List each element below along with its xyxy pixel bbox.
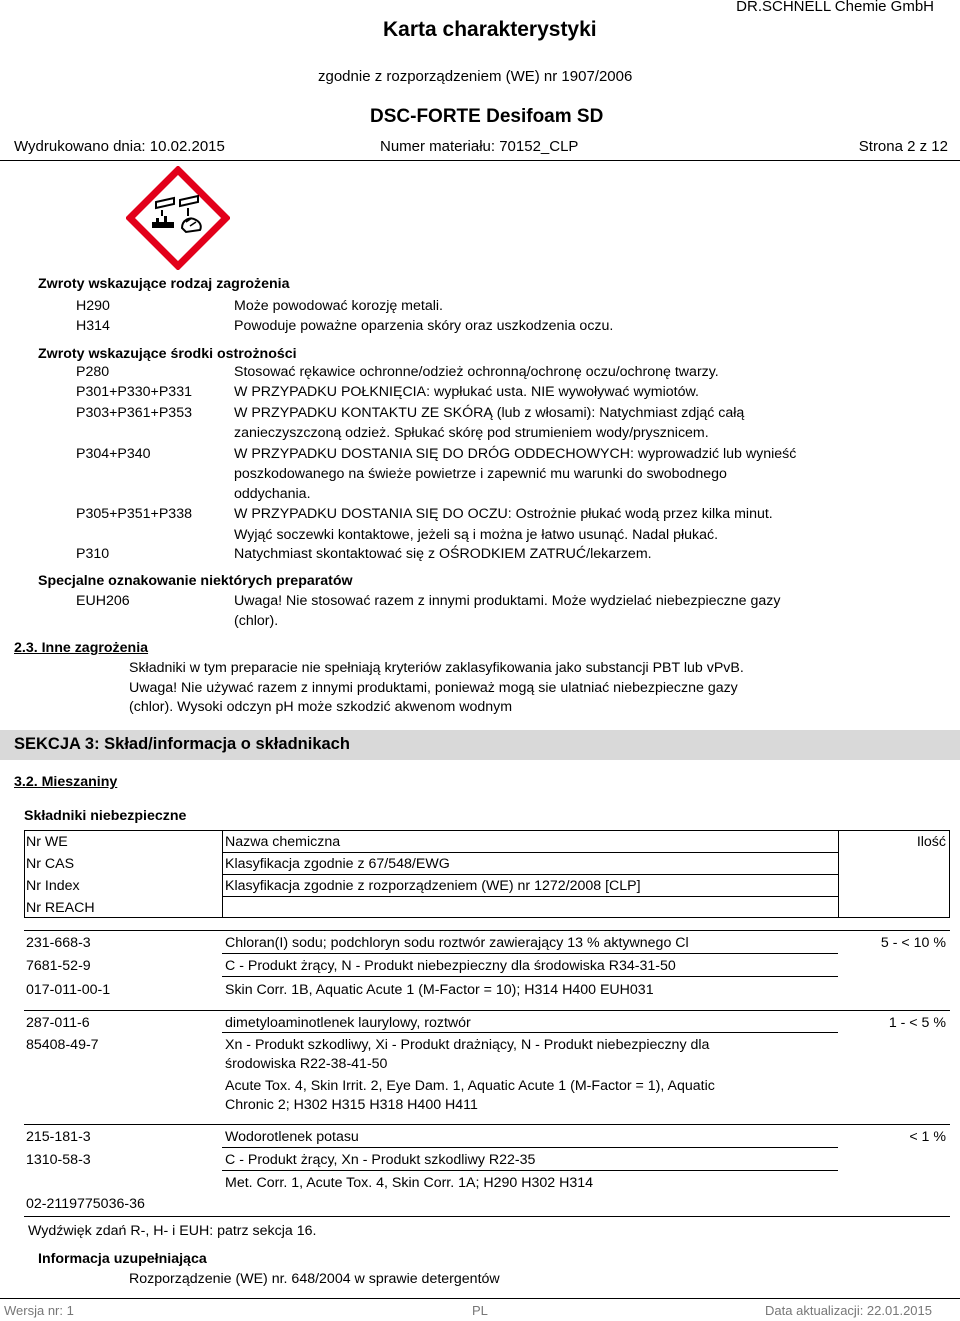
row-clp: Acute Tox. 4, Skin Irrit. 2, Eye Dam. 1, Aquatic Acute 1 (M-Factor = 1), Aquatic — [225, 1078, 715, 1094]
precaution-code: P304+P340 — [76, 446, 151, 462]
row-id: 1310-58-3 — [26, 1152, 91, 1168]
row-id: 85408-49-7 — [26, 1037, 99, 1053]
special-text: (chlor). — [234, 613, 279, 629]
table-title: Składniki niebezpieczne — [24, 808, 187, 824]
update-date: Data aktualizacji: 22.01.2015 — [765, 1303, 932, 1318]
header-divider — [0, 160, 960, 161]
precaution-text: W PRZYPADKU POŁKNIĘCIA: wypłukać usta. NIE wywoływać wymiotów. — [234, 384, 699, 400]
section-title: SEKCJA 3: Skład/informacja o składnikach — [14, 735, 350, 753]
row-amount: < 1 % — [909, 1129, 946, 1145]
document-title: Karta charakterystyki — [383, 18, 597, 41]
col-header-index: Nr Index — [26, 878, 80, 894]
row-amount: 1 - < 5 % — [888, 1015, 946, 1031]
table-header-divider — [222, 874, 838, 875]
precaution-text: Wyjąć soczewki kontaktowe, jeżeli są i można je łatwo usunąć. Nadal płukać. — [234, 527, 719, 543]
row-clp: Met. Corr. 1, Acute Tox. 4, Skin Corr. 1A; H290 H302 H314 — [225, 1175, 594, 1191]
col-header-ec: Nr WE — [26, 834, 68, 850]
col-header-clp: Klasyfikacja zgodnie z rozporządzeniem (WE) nr 1272/2008 [CLP] — [225, 878, 641, 894]
row-name: dimetyloaminotlenek laurylowy, roztwór — [225, 1015, 471, 1031]
supplementary-text: Rozporządzenie (WE) nr. 648/2004 w sprawie detergentów — [129, 1271, 500, 1287]
table-header-divider — [222, 852, 838, 853]
other-hazards-heading: 2.3. Inne zagrożenia — [14, 640, 149, 656]
print-date: Wydrukowano dnia: 10.02.2015 — [14, 138, 225, 155]
table-header-divider — [222, 896, 838, 897]
row-inner-divider — [222, 1032, 838, 1033]
precaution-text: oddychania. — [234, 486, 311, 502]
precaution-heading: Zwroty wskazujące środki ostrożności — [38, 346, 297, 362]
hazard-code: H290 — [76, 298, 110, 314]
row-dsd: środowiska R22-38-41-50 — [225, 1056, 388, 1072]
precaution-text: Natychmiast skontaktować się z OŚRODKIEM ZATRUĆ/lekarzem. — [234, 546, 652, 562]
row-separator — [24, 1124, 950, 1125]
row-name: Chloran(I) sodu; podchloryn sodu roztwór zawierający 13 % aktywnego Cl — [225, 935, 689, 951]
product-name: DSC-FORTE Desifoam SD — [370, 106, 604, 127]
row-dsd: C - Produkt żrący, Xn - Produkt szkodliwy R22-35 — [225, 1152, 536, 1168]
corrosive-ghs05-icon — [126, 166, 230, 270]
row-separator — [24, 1010, 950, 1011]
row-clp: Chronic 2; H302 H315 H318 H400 H411 — [225, 1097, 478, 1113]
other-hazards-text: Uwaga! Nie używać razem z innymi produktami, ponieważ mogą sie ulatniać niebezpieczne gazy — [129, 680, 738, 696]
row-dsd: Xn - Produkt szkodliwy, Xi - Produkt drażniący, N - Produkt niebezpieczny dla — [225, 1037, 710, 1053]
footer-divider — [0, 1298, 960, 1299]
precaution-code: P280 — [76, 364, 110, 380]
precaution-code: P305+P351+P338 — [76, 506, 192, 522]
row-id: 231-668-3 — [26, 935, 91, 951]
precaution-text: W PRZYPADKU DOSTANIA SIĘ DO DRÓG ODDECHOWYCH: wyprowadzić lub wynieść — [234, 446, 797, 462]
company-name: DR.SCHNELL Chemie GmbH — [736, 0, 934, 15]
row-inner-divider — [222, 976, 838, 977]
col-header-reach: Nr REACH — [26, 900, 95, 916]
row-name: Wodorotlenek potasu — [225, 1129, 359, 1145]
row-id: 017-011-00-1 — [26, 982, 111, 998]
col-header-dsd: Klasyfikacja zgodnie z 67/548/EWG — [225, 856, 450, 872]
hazard-text: Może powodować korozję metali. — [234, 298, 443, 314]
special-heading: Specjalne oznakowanie niektórych preparatów — [38, 573, 353, 589]
hazard-code: H314 — [76, 318, 110, 334]
precaution-code: P301+P330+P331 — [76, 384, 192, 400]
other-hazards-text: Składniki w tym preparacie nie spełniają kryteriów zaklasyfikowania jako substancji PBT lub vPvB. — [129, 660, 744, 676]
other-hazards-text: (chlor). Wysoki odczyn pH może szkodzić akwenom wodnym — [129, 699, 513, 715]
row-inner-divider — [222, 1147, 838, 1148]
precaution-text: poszkodowanego na świeże powietrze i zapewnić mu warunki do swobodnego — [234, 466, 727, 482]
precaution-code: P303+P361+P353 — [76, 405, 192, 421]
row-id: 02-2119775036-36 — [26, 1196, 145, 1212]
language: PL — [472, 1303, 488, 1318]
precaution-text: zanieczyszczoną odzież. Spłukać skórę pod strumieniem wody/prysznicem. — [234, 425, 709, 441]
precaution-text: W PRZYPADKU DOSTANIA SIĘ DO OCZU: Ostrożnie płukać wodą przez kilka minut. — [234, 506, 773, 522]
special-text: Uwaga! Nie stosować razem z innymi produktami. Może wydzielać niebezpieczne gazy — [234, 593, 781, 609]
material-number: Numer materiału: 70152_CLP — [380, 138, 579, 155]
hazard-heading: Zwroty wskazujące rodzaj zagrożenia — [38, 276, 290, 292]
precaution-text: W PRZYPADKU KONTAKTU ZE SKÓRĄ (lub z włosami): Natychmiast zdjąć całą — [234, 405, 745, 421]
col-header-cas: Nr CAS — [26, 856, 75, 872]
table-header-divider — [838, 830, 839, 918]
row-amount: 5 - < 10 % — [880, 935, 946, 951]
regulation-line: zgodnie z rozporządzeniem (WE) nr 1907/2006 — [318, 68, 633, 85]
col-header-amount: Ilość — [916, 834, 946, 850]
page-number: Strona 2 z 12 — [858, 138, 948, 155]
hazard-text: Powoduje poważne oparzenia skóry oraz uszkodzenia oczu. — [234, 318, 614, 334]
special-code: EUH206 — [76, 593, 130, 609]
row-separator — [24, 930, 950, 931]
version: Wersja nr: 1 — [4, 1303, 74, 1318]
row-dsd: C - Produkt żrący, N - Produkt niebezpieczny dla środowiska R34-31-50 — [225, 958, 676, 974]
subsection-title: 3.2. Mieszaniny — [14, 774, 118, 790]
footnote: Wydźwięk zdań R-, H- i EUH: patrz sekcja 16. — [28, 1223, 317, 1239]
row-id: 7681-52-9 — [26, 958, 91, 974]
col-header-name: Nazwa chemiczna — [225, 834, 341, 850]
row-id: 215-181-3 — [26, 1129, 91, 1145]
precaution-text: Stosować rękawice ochronne/odzież ochronną/ochronę oczu/ochronę twarzy. — [234, 364, 719, 380]
supplementary-heading: Informacja uzupełniająca — [38, 1251, 207, 1267]
table-bottom-rule — [24, 1216, 950, 1217]
row-inner-divider — [222, 1170, 838, 1171]
row-id: 287-011-6 — [26, 1015, 90, 1031]
row-inner-divider — [222, 953, 838, 954]
row-clp: Skin Corr. 1B, Aquatic Acute 1 (M-Factor = 10); H314 H400 EUH031 — [225, 982, 654, 998]
precaution-code: P310 — [76, 546, 110, 562]
